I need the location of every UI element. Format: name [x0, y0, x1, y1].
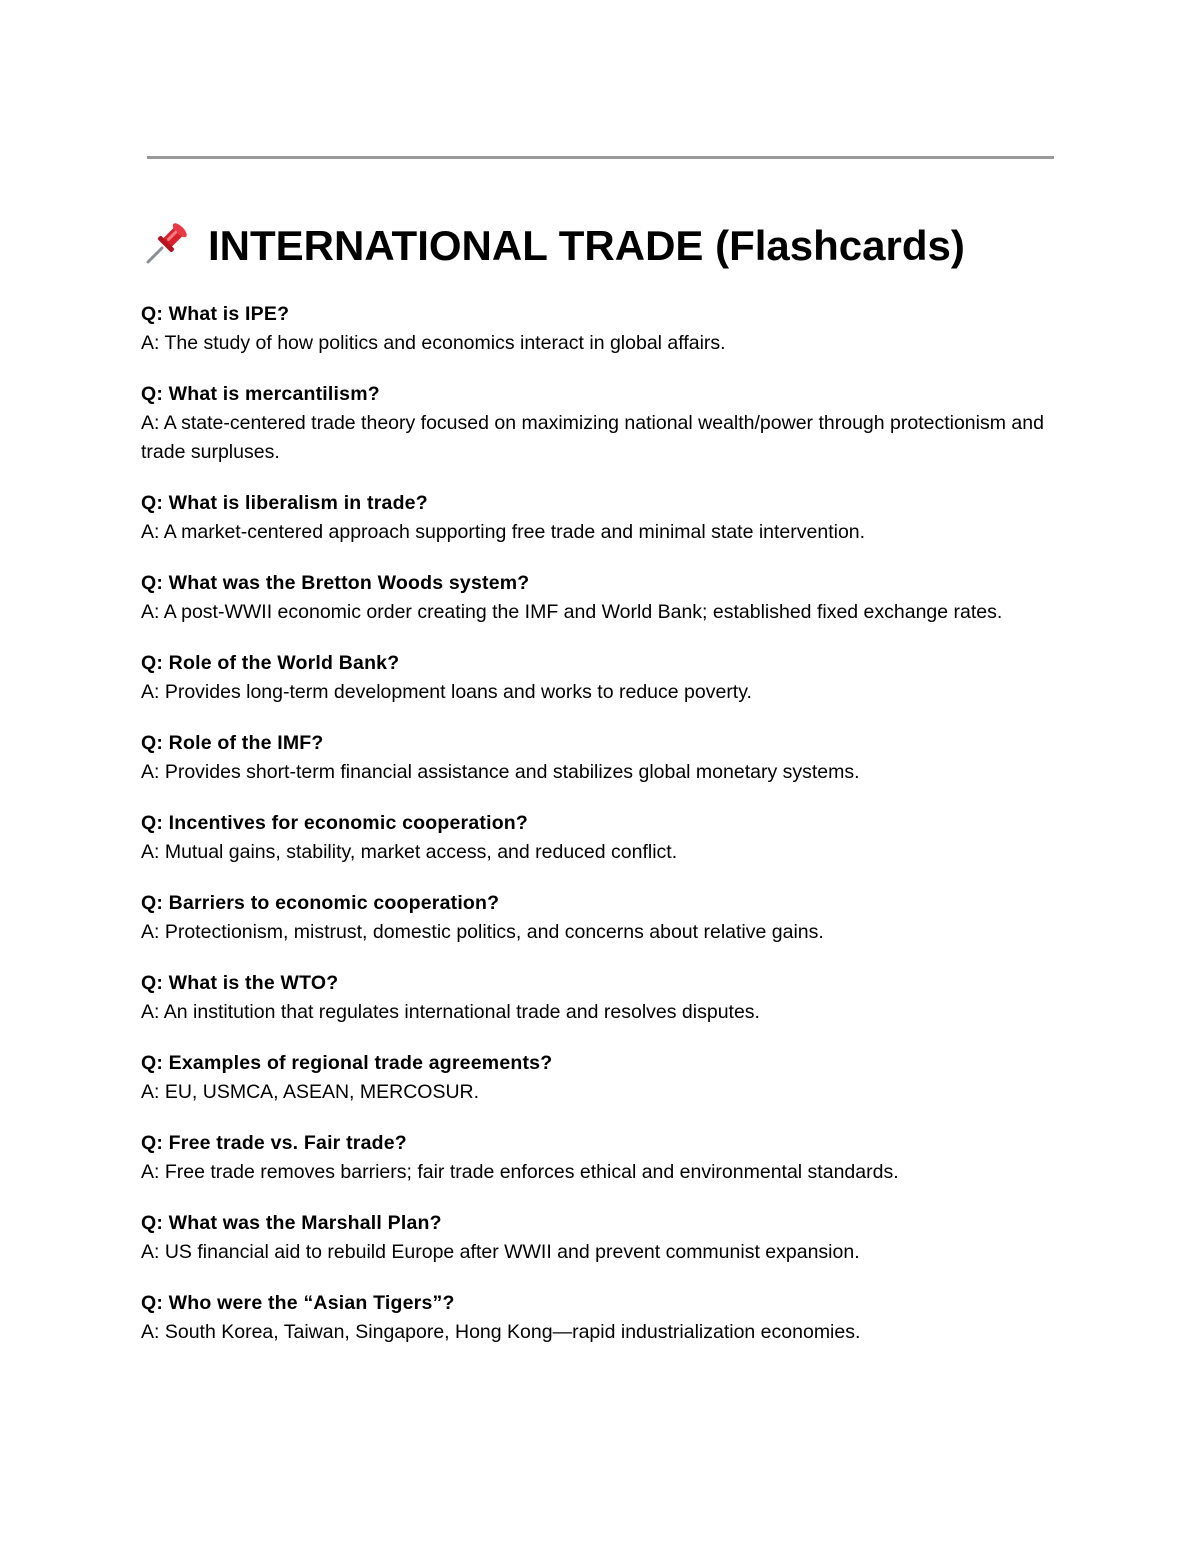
- flashcard-answer: A: US financial aid to rebuild Europe after WWII and prevent communist expansion.: [141, 1241, 860, 1263]
- flashcard-question: Q: What is the WTO?: [141, 972, 339, 994]
- flashcard-answer: A: Protectionism, mistrust, domestic politics, and concerns about relative gains.: [141, 921, 824, 943]
- flashcard-question: Q: What was the Marshall Plan?: [141, 1212, 442, 1234]
- flashcard-answer: A: Provides short-term financial assistance and stabilizes global monetary systems.: [141, 761, 860, 783]
- flashcard-question: Q: What was the Bretton Woods system?: [141, 572, 530, 594]
- flashcard-answer: A: A state-centered trade theory focused on maximizing national wealth/power through protectionism and trade surpluses.: [141, 412, 1044, 463]
- flashcard-answer: A: The study of how politics and economics interact in global affairs.: [141, 332, 726, 354]
- flashcard: [141, 1129, 1051, 1187]
- flashcard-question: Q: Who were the “Asian Tigers”?: [141, 1292, 455, 1314]
- horizontal-divider: [147, 156, 1054, 159]
- flashcard: [141, 729, 1051, 787]
- flashcard-answer: A: South Korea, Taiwan, Singapore, Hong Kong—rapid industrialization economies.: [141, 1321, 861, 1343]
- flashcard: [141, 649, 1051, 707]
- pushpin-icon: [142, 218, 194, 266]
- flashcard-answer: A: EU, USMCA, ASEAN, MERCOSUR.: [141, 1081, 480, 1103]
- flashcard-question: Q: What is IPE?: [141, 303, 290, 325]
- flashcard-question: Q: Incentives for economic cooperation?: [141, 812, 529, 834]
- flashcard-question: Q: What is liberalism in trade?: [141, 492, 428, 514]
- flashcard-question: Q: Role of the IMF?: [141, 732, 324, 754]
- flashcard: [141, 889, 1051, 947]
- flashcard: [141, 569, 1051, 627]
- flashcard-answer: A: An institution that regulates international trade and resolves disputes.: [141, 1001, 760, 1023]
- flashcard-answer: A: Provides long-term development loans and works to reduce poverty.: [141, 681, 752, 703]
- title-text: INTERNATIONAL TRADE (Flashcards): [208, 222, 965, 269]
- flashcard-question: Q: Barriers to economic cooperation?: [141, 892, 500, 914]
- flashcard-list: [141, 300, 1051, 1369]
- flashcard: [141, 300, 1051, 358]
- page-title: [142, 218, 965, 272]
- flashcard: [141, 809, 1051, 867]
- flashcard: [141, 489, 1051, 547]
- flashcard-answer: A: A market-centered approach supporting free trade and minimal state intervention.: [141, 521, 866, 543]
- flashcard: [141, 1289, 1051, 1347]
- flashcard: [141, 1049, 1051, 1107]
- flashcard-answer: A: Mutual gains, stability, market access, and reduced conflict.: [141, 841, 678, 863]
- flashcard-answer: A: Free trade removes barriers; fair trade enforces ethical and environmental standards.: [141, 1161, 899, 1183]
- flashcard-answer: A: A post-WWII economic order creating the IMF and World Bank; established fixed exchange rates.: [141, 601, 1003, 623]
- flashcard-question: Q: Free trade vs. Fair trade?: [141, 1132, 407, 1154]
- flashcard: [141, 1209, 1051, 1267]
- flashcard-question: Q: What is mercantilism?: [141, 383, 380, 405]
- flashcard: [141, 969, 1051, 1027]
- flashcard-question: Q: Examples of regional trade agreements?: [141, 1052, 553, 1074]
- flashcard-question: Q: Role of the World Bank?: [141, 652, 400, 674]
- flashcard: [141, 380, 1051, 467]
